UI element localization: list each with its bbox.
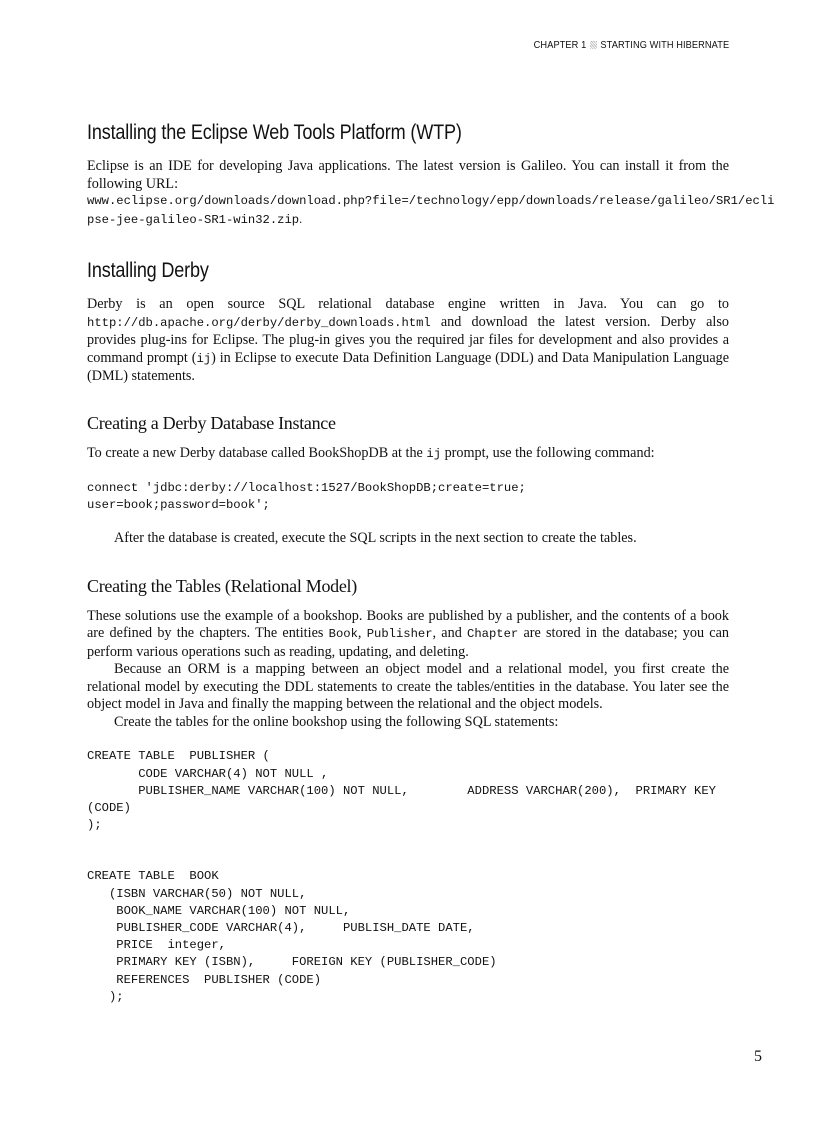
chapter-inline-code: Chapter <box>467 627 519 642</box>
tables-paragraph-3: Create the tables for the online bookshop using the following SQL statements: <box>114 713 559 730</box>
instance-text-1: To create a new Derby database called BookShopDB at the <box>87 444 427 461</box>
eclipse-download-url <box>87 193 775 229</box>
page-content <box>87 121 775 1006</box>
derby-text-3: ) in Eclipse to execute Data Definition Language (DDL) and Data Manipulation Language (DML) statements. <box>87 349 730 384</box>
derby-text-1: Derby is an open source SQL relational database engine written in Java. You can go to <box>87 296 729 312</box>
heading-creating-tables: Creating the Tables (Relational Model) <box>87 575 357 596</box>
ij-inline-code: ij <box>426 446 442 461</box>
heading-installing-wtp: Installing the Eclipse Web Tools Platform (WTP) <box>87 121 462 144</box>
chapter-title: STARTING WITH HIBERNATE <box>600 39 729 51</box>
heading-creating-derby-instance: Creating a Derby Database Instance <box>87 412 336 433</box>
derby-download-url: http://db.apache.org/derby/derby_downloads.html <box>87 315 431 330</box>
derby-paragraph <box>87 296 729 386</box>
instance-text-2: prompt, use the following command: <box>441 444 655 461</box>
square-dot-separator-icon <box>590 41 597 49</box>
derby-text-2: and download the latest version. Derby also provides plug-ins for Eclipse. The plug-in gives you the required jar files for development and also provides a command prompt ( <box>87 313 729 366</box>
url-period: . <box>299 211 303 226</box>
url-line-2: pse-jee-galileo-SR1-win32.zip <box>87 212 300 227</box>
book-inline-code: Book <box>328 627 358 642</box>
connect-command-code: connect 'jdbc:derby://localhost:1527/BookShopDB;create=true; user=book;password=book'; <box>87 481 526 513</box>
running-header <box>533 39 729 51</box>
sql-create-publisher: CREATE TABLE PUBLISHER ( CODE VARCHAR(4) NOT NULL , PUBLISHER_NAME VARCHAR(100) NOT NULL, ADDRESS VARCHAR(200), PRIMARY KEY (CODE) ); <box>87 749 716 833</box>
tables-paragraph-1 <box>87 608 729 662</box>
sql-create-book: CREATE TABLE BOOK (ISBN VARCHAR(50) NOT NULL, BOOK_NAME VARCHAR(100) NOT NULL, PUBLISHER_CODE VARCHAR(4), PUBLISH_DATE DATE, PRICE integer, PRIMARY KEY (ISBN), FOREIGN KEY (PUBLISHER_CODE) REFERENCES PUBLISHER (CODE) ); <box>87 869 497 1004</box>
page-number: 5 <box>754 1048 762 1065</box>
instance-paragraph <box>87 445 729 464</box>
publisher-inline-code: Publisher <box>366 627 433 642</box>
tables-text-1: These solutions use the example of a bookshop. Books are published by a publisher, and the contents of a book are defined by the chapters. The entities <box>87 607 729 642</box>
tables-text-3: , and <box>432 625 468 642</box>
tables-text-4: are stored in the database; you can perform various operations such as reading, updating, and deleting. <box>87 625 729 660</box>
url-line-1: www.eclipse.org/downloads/download.php?file=/technology/epp/downloads/release/galileo/SR1/ecli <box>87 194 775 208</box>
tables-paragraph-2: Because an ORM is a mapping between an object model and a relational model, you first create the relational model by executing the DDL statements to create the tables/entities in the database. You later see the object model in Java and finally the mapping between the relational and the object models. <box>87 661 729 713</box>
tables-text-2: , <box>357 625 367 642</box>
ij-inline-code: ij <box>196 351 212 366</box>
after-created-paragraph: After the database is created, execute the SQL scripts in the next section to create the tables. <box>114 530 637 547</box>
heading-installing-derby: Installing Derby <box>87 259 209 282</box>
wtp-paragraph: Eclipse is an IDE for developing Java applications. The latest version is Galileo. You can install it from the following URL: <box>87 158 729 192</box>
chapter-label: CHAPTER 1 <box>533 39 587 51</box>
